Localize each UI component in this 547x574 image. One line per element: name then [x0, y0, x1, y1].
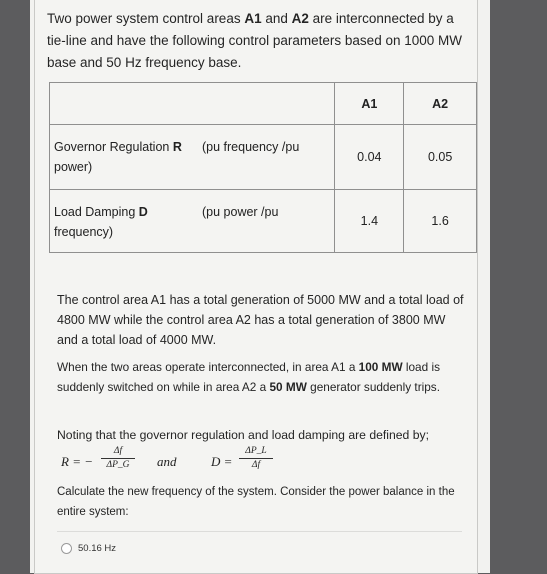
- intro-part: are interconnected by a tie-line and have the following control parameters based on 1000 MW base and 50 Hz frequency base.: [47, 11, 462, 70]
- row-label: [54, 137, 224, 177]
- formula-d-fraction: [239, 446, 273, 471]
- intro-text: [47, 8, 467, 74]
- divider: [57, 531, 462, 532]
- row-label-cell: [50, 190, 335, 253]
- fraction-denominator: ΔP_G: [106, 460, 130, 470]
- formula-and: and: [157, 454, 177, 469]
- intro-part: Two power system control areas: [47, 11, 245, 26]
- row-label-text: Governor Regulation: [54, 140, 173, 154]
- definitions-formula: [61, 446, 361, 478]
- answer-option-label: 50.16 Hz: [78, 542, 117, 554]
- table-header-row: [50, 83, 477, 125]
- row-unit: (pu frequency /pu: [202, 140, 300, 154]
- table-header-cell: [50, 83, 335, 125]
- table-row: [50, 190, 477, 253]
- parameters-table: [49, 82, 477, 253]
- table-cell: 1.6: [404, 190, 477, 253]
- load-step-value: 100 MW: [358, 360, 403, 374]
- row-symbol: D: [138, 205, 148, 219]
- row-unit: (pu power /pu: [202, 205, 279, 219]
- table-header-cell: A2: [404, 83, 477, 125]
- fraction-bar: [101, 458, 135, 459]
- definition-paragraph: Noting that the governor regulation and load damping are defined by;: [57, 428, 429, 442]
- formula-d-lhs: D =: [211, 454, 233, 469]
- area-a2-label: A2: [291, 11, 309, 26]
- fraction-denominator: Δf: [251, 460, 261, 470]
- table-row: [50, 125, 477, 190]
- table-cell: 0.04: [335, 125, 404, 190]
- fraction-bar: [239, 458, 273, 459]
- row-label-cell: [50, 125, 335, 190]
- page-background: [30, 0, 490, 573]
- paragraph-text: generator suddenly trips.: [306, 380, 440, 394]
- question-card: [34, 0, 478, 574]
- formula-r-fraction: [101, 446, 135, 471]
- fraction-numerator: Δf: [113, 446, 123, 456]
- row-label-tail: power): [54, 160, 93, 174]
- table-cell: 0.05: [404, 125, 477, 190]
- fraction-numerator: ΔP_L: [245, 446, 267, 456]
- table-header-cell: A1: [335, 83, 404, 125]
- row-label: [54, 202, 194, 242]
- radio-button[interactable]: [61, 543, 72, 554]
- row-label-text: Load Damping: [54, 205, 139, 219]
- area-a1-label: A1: [244, 11, 262, 26]
- row-label-tail: frequency): [54, 225, 114, 239]
- disturbance-paragraph: [57, 357, 467, 397]
- paragraph-text: load is suddenly switched on while in area A2 a: [57, 360, 440, 394]
- intro-part: and: [261, 11, 292, 26]
- generator-trip-value: 50 MW: [269, 380, 307, 394]
- question-prompt: Calculate the new frequency of the system. Consider the power balance in the entire system:: [57, 486, 455, 518]
- table-cell: 1.4: [335, 190, 404, 253]
- answer-option[interactable]: [61, 540, 116, 556]
- formula-r-lhs: R = −: [61, 454, 93, 469]
- row-symbol: R: [172, 140, 182, 154]
- paragraph-text: When the two areas operate interconnected, in area A1 a: [57, 360, 359, 374]
- generation-load-paragraph: The control area A1 has a total generation of 5000 MW and a total load of 4800 MW while the control area A2 has a total generation of 3800 MW and a total load of 4000 MW.: [57, 293, 464, 347]
